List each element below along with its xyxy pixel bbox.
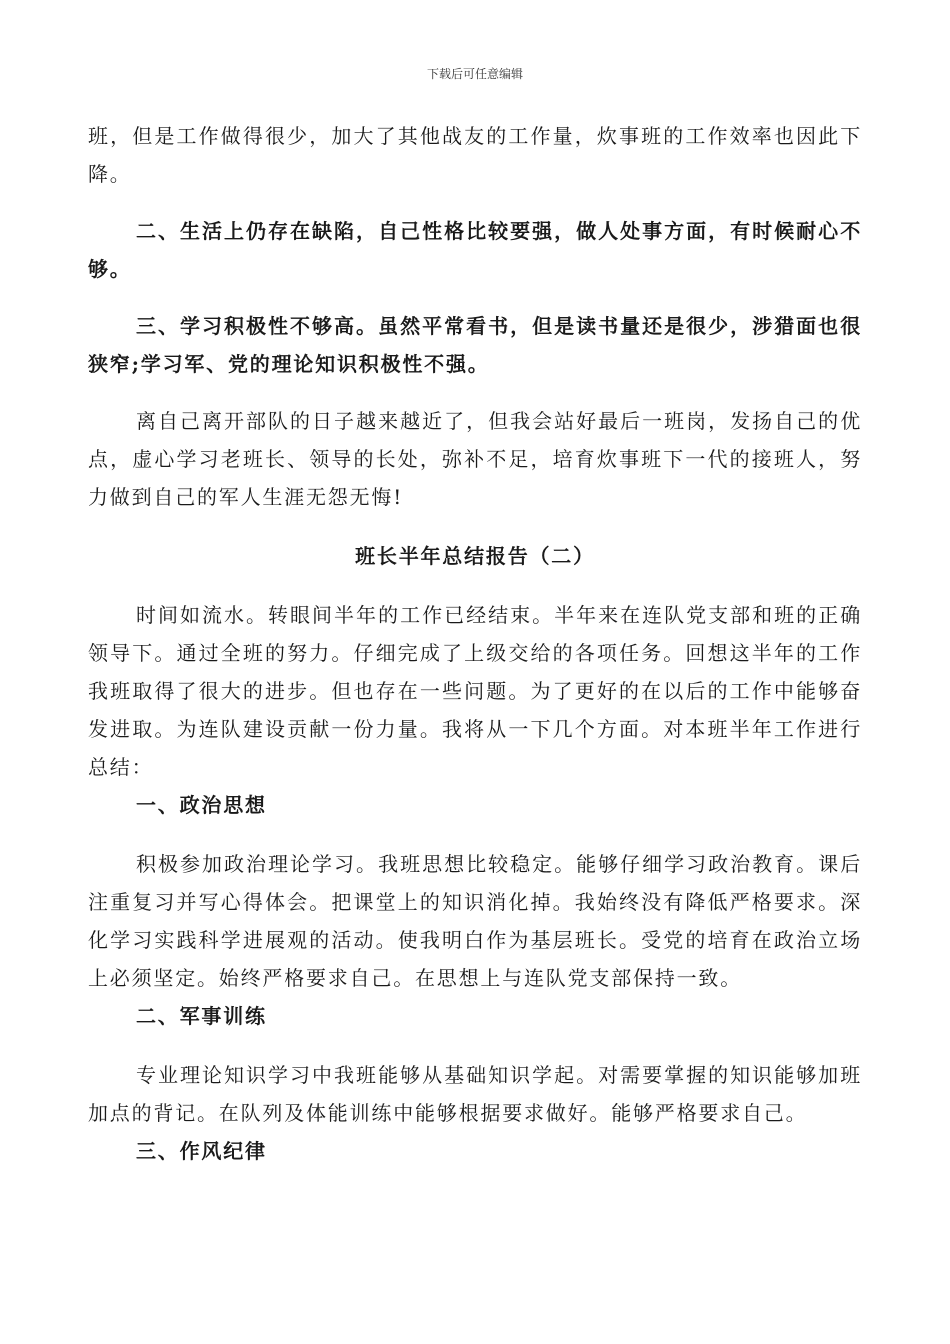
paragraph-training: 专业理论知识学习中我班能够从基础知识学起。对需要掌握的知识能够加班加点的背记。在队列及体能训练中能够根据要求做好。能够严格要求自己。 [88,1063,862,1125]
paragraph-point-two: 二、生活上仍存在缺陷，自己性格比较要强，做人处事方面，有时候耐心不够。 [88,219,862,281]
section-heading-training: 二、军事训练 [136,1004,267,1028]
document-body [88,117,862,1170]
paragraph-closing: 离自己离开部队的日子越来越近了，但我会站好最后一班岗，发扬自己的优点，虚心学习老班长、领导的长处，弥补不足，培育炊事班下一代的接班人，努力做到自己的军人生涯无怨无悔! [88,409,862,509]
page-header-note: 下载后可任意编辑 [426,67,523,81]
section-heading-politics: 一、政治思想 [136,793,267,817]
paragraph-intro: 时间如流水。转眼间半年的工作已经结束。半年来在连队党支部和班的正确领导下。通过全班的努力。仔细完成了上级交给的各项任务。回想这半年的工作我班取得了很大的进步。但也存在一些问题。为了更好的在以后的工作中能够奋发进取。为连队建设贡献一份力量。我将从一下几个方面。对本班半年工作进行总结： [88,603,862,779]
report-title: 班长半年总结报告（二） [355,544,595,568]
paragraph-point-three: 三、学习积极性不够高。虽然平常看书，但是读书量还是很少，涉猎面也很狭窄;学习军、党的理论知识积极性不强。 [88,314,862,376]
section-heading-discipline: 三、作风纪律 [136,1139,267,1163]
paragraph-continuation: 班，但是工作做得很少，加大了其他战友的工作量，炊事班的工作效率也因此下降。 [88,124,862,186]
paragraph-politics: 积极参加政治理论学习。我班思想比较稳定。能够仔细学习政治教育。课后注重复习并写心得体会。把课堂上的知识消化掉。我始终没有降低严格要求。深化学习实践科学进展观的活动。使我明白作为基层班长。受党的培育在政治立场上必须坚定。始终严格要求自己。在思想上与连队党支部保持一致。 [88,852,862,990]
